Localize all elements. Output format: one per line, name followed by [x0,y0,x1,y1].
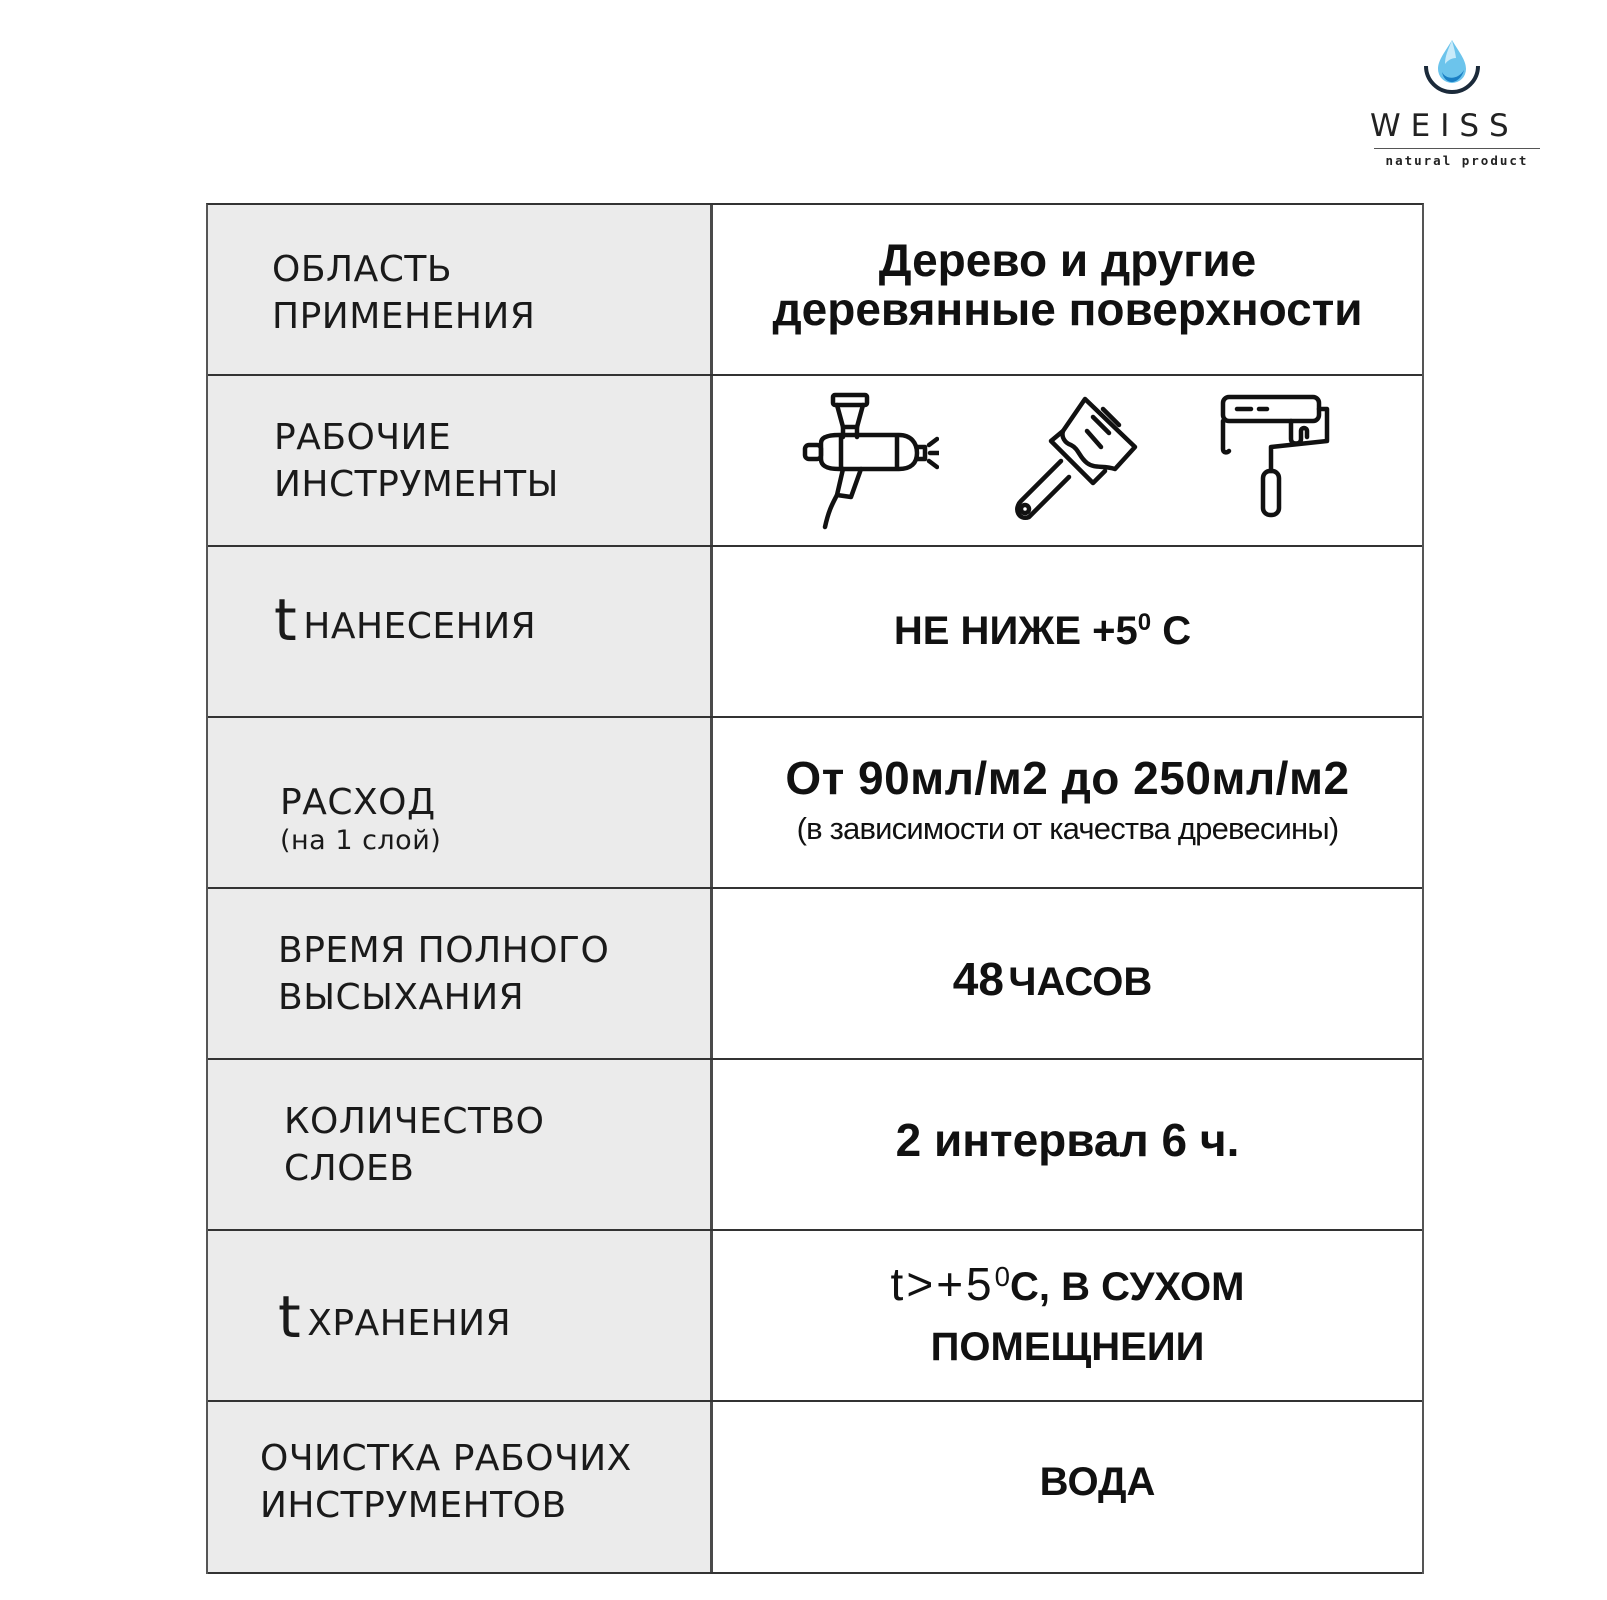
brand-name: WEISS [1370,108,1519,144]
row-label: РАСХОД (на 1 слой) [208,718,713,887]
row-value: 2 интервал 6 ч. [895,1113,1240,1166]
row-value: От 90мл/м2 до 250мл/м2 (в зависимости от качества древесины) [785,752,1350,846]
row-label: ВРЕМЯ ПОЛНОГО ВЫСЫХАНИЯ [208,889,713,1058]
row-label: ОЧИСТКА РАБОЧИХ ИНСТРУМЕНТОВ [208,1402,713,1572]
table-row-work-tools [208,376,1422,547]
row-label: ОБЛАСТЬ ПРИМЕНЕНИЯ [208,205,713,374]
table-row-storage-temperature [208,1231,1422,1402]
paint-roller-icon [1207,391,1347,531]
table-row-application-area [208,205,1422,376]
row-label: КОЛИЧЕСТВО СЛОЕВ [208,1060,713,1229]
row-value: 48 ЧАСОВ [952,952,1153,1005]
row-value: Дерево и другие деревянные поверхности [772,233,1363,335]
table-row-tool-cleaning [208,1402,1422,1574]
row-label: РАБОЧИЕ ИНСТРУМЕНТЫ [208,376,713,545]
brand-tagline: natural product [1374,148,1540,168]
table-row-drying-time [208,889,1422,1060]
temperature-symbol: t [274,586,298,654]
specification-table [206,203,1424,1574]
row-label: tНАНЕСЕНИЯ [208,547,713,716]
row-label: tХРАНЕНИЯ [208,1231,713,1400]
water-drop-icon [1412,36,1492,116]
tools-icons [713,376,1422,545]
table-row-consumption [208,718,1422,889]
row-value: $t>+5^0C$, В СУХОМ ПОМЕЩНЕИИ [890,1257,1245,1369]
spray-gun-icon [799,391,939,531]
table-row-application-temperature [208,547,1422,718]
brand-logo [1360,36,1560,170]
temperature-symbol: t [278,1283,302,1351]
row-value: НЕ НИЖЕ $+5^0$ C [893,609,1192,653]
row-value: ВОДА [1039,1459,1156,1504]
paint-brush-icon [1003,391,1143,531]
table-row-layers [208,1060,1422,1231]
